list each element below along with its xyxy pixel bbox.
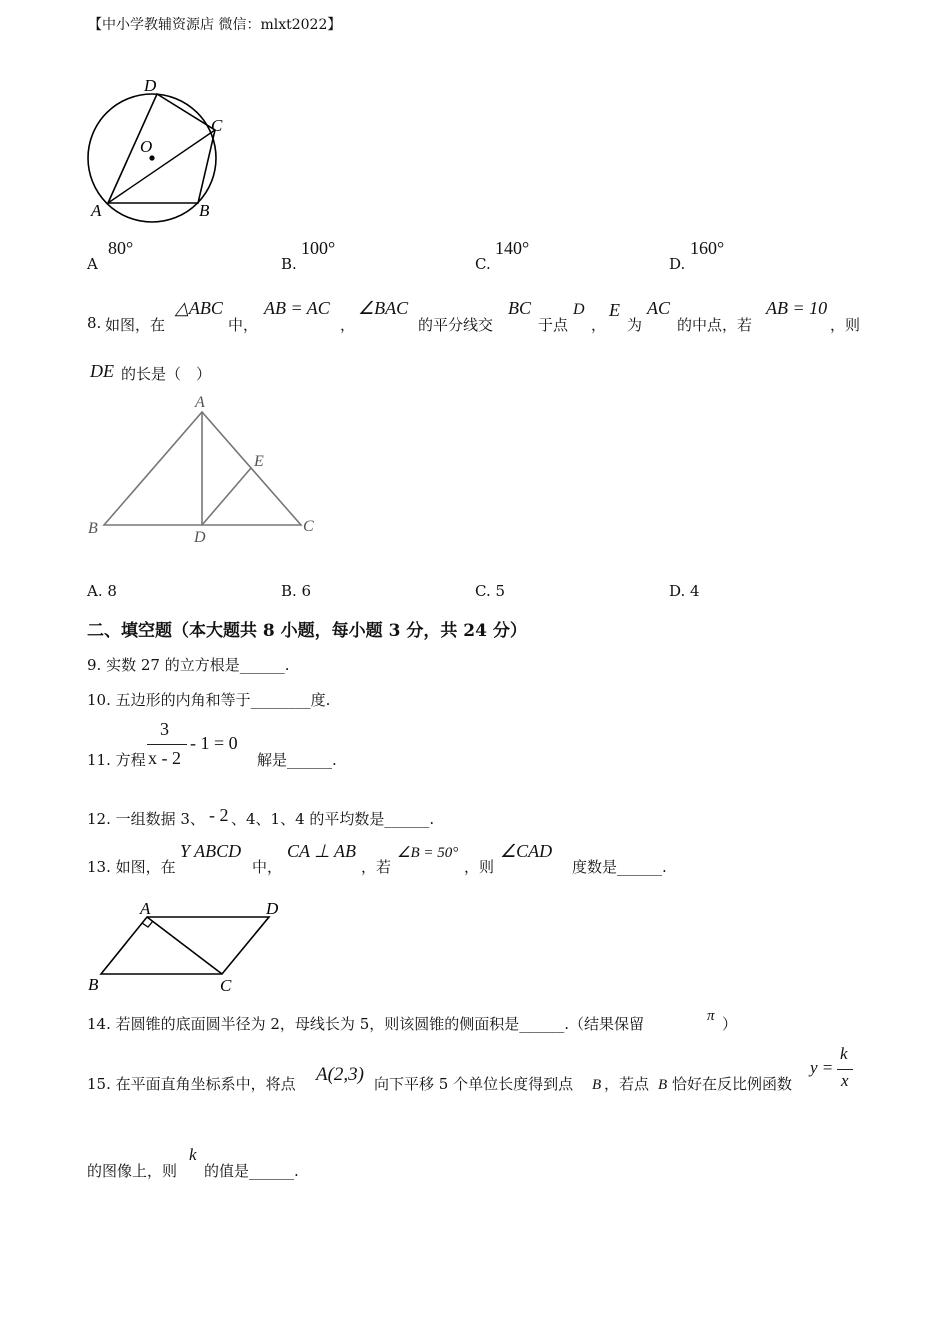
- q13-label-d: D: [266, 899, 279, 918]
- q15-text-line2-post: 的值是______.: [204, 1162, 299, 1180]
- q8-label-d: D: [194, 529, 206, 546]
- q7-label-b: B: [199, 201, 210, 220]
- q7-option-c-letter: C.: [475, 255, 491, 273]
- q11-equation-rest: - 1 = 0: [190, 733, 238, 753]
- q13-diagonal-ac: [147, 917, 222, 974]
- q8-text-2: 中，: [228, 316, 259, 334]
- q8-segment-de: [202, 468, 251, 525]
- q8-option-a: A. 8: [87, 582, 117, 600]
- q13-text-4: ，则: [464, 858, 495, 876]
- q11-text-post: 解是______.: [257, 751, 337, 769]
- q15-math-y-equals: y =: [810, 1058, 834, 1077]
- q15-math-point-a: A(2,3): [316, 1064, 365, 1085]
- q8-text-5: 于点: [538, 316, 569, 334]
- q8-option-d: D. 4: [669, 582, 700, 600]
- section-2-heading: 二、填空题（本大题共 8 小题，每小题 3 分，共 24 分）: [87, 621, 527, 641]
- q7-option-d-value: 160°: [690, 238, 725, 258]
- q8-option-c: C. 5: [475, 582, 506, 600]
- q8-label-c: C: [303, 518, 314, 535]
- q7-label-a: A: [91, 201, 102, 220]
- q8-text-6: ，: [591, 316, 607, 334]
- q8-text-3: ，: [340, 316, 356, 334]
- q8-text-7: 为: [627, 316, 643, 334]
- q8-text-8: 的中点，若: [677, 316, 753, 334]
- q15-math-b1: B: [592, 1077, 602, 1093]
- q9-text: 9. 实数 27 的立方根是______.: [87, 656, 290, 674]
- q13-text-pre: 13. 如图，在: [87, 858, 176, 876]
- q12-text-pre: 12. 一组数据 3、: [87, 810, 205, 828]
- q7-quadrilateral: [108, 94, 215, 203]
- q7-center-point: [149, 155, 154, 160]
- q13-math-perpendicular: CA ⊥ AB: [287, 841, 357, 861]
- q8-label-b: B: [88, 520, 98, 537]
- q13-math-angle-cad: ∠CAD: [500, 841, 553, 861]
- q10-text: 10. 五边形的内角和等于________度.: [87, 691, 331, 709]
- q13-math-parallelogram: Y ABCD: [180, 841, 242, 861]
- q11-fraction-denominator: x - 2: [148, 748, 181, 768]
- q8-text-number: 8.: [87, 314, 102, 332]
- q8-math-angle: ∠BAC: [358, 298, 409, 318]
- q7-option-b-value: 100°: [301, 238, 336, 258]
- q11-fraction-bar: [147, 744, 187, 745]
- q15-math-k: k: [189, 1145, 197, 1164]
- q7-option-d-letter: D.: [669, 255, 686, 273]
- q8-math-de: DE: [90, 361, 114, 381]
- q7-circle-figure: [82, 72, 232, 227]
- q8-label-e: E: [254, 453, 264, 470]
- q8-option-b: B. 6: [281, 582, 312, 600]
- q7-option-a-value: 80°: [108, 238, 134, 258]
- q15-math-b2: B: [658, 1077, 668, 1093]
- q15-fraction-bar: [837, 1069, 853, 1070]
- q7-option-c-value: 140°: [495, 238, 530, 258]
- q7-label-d: D: [144, 76, 157, 95]
- q8-math-equal-sides: AB = AC: [264, 298, 330, 318]
- q8-math-bc: BC: [508, 298, 532, 318]
- q8-math-triangle: △ABC: [175, 298, 223, 318]
- q15-text-pre: 15. 在平面直角坐标系中，将点: [87, 1075, 296, 1093]
- q8-text-1: 如图，在: [105, 316, 166, 334]
- q11-text-pre: 11. 方程: [87, 751, 146, 769]
- q15-fraction-numerator: k: [840, 1044, 848, 1063]
- q14-text: 14. 若圆锥的底面圆半径为 2，母线长为 5，则该圆锥的侧面积是______.（结果保留: [87, 1015, 645, 1033]
- q13-text-5: 度数是______.: [572, 858, 667, 876]
- q13-text-2: 中，: [252, 858, 283, 876]
- q13-label-a: A: [140, 899, 151, 918]
- q8-text-4: 的平分线交: [418, 316, 494, 334]
- q15-text-line2-pre: 的图像上，则: [87, 1162, 178, 1180]
- q8-math-d: D: [573, 301, 585, 318]
- q13-label-c: C: [220, 976, 232, 995]
- q11-fraction-numerator: 3: [160, 719, 169, 739]
- q15-text-4: 恰好在反比例函数: [672, 1075, 793, 1093]
- q13-math-angle-b: ∠B = 50°: [397, 845, 459, 861]
- page-header: 【中小学教辅资源店 微信：mlxt2022】: [88, 17, 342, 33]
- q13-text-3: ，若: [361, 858, 392, 876]
- q7-option-b-letter: B.: [281, 255, 297, 273]
- q13-parallelogram-figure: [84, 895, 294, 1000]
- q8-math-ab-value: AB = 10: [766, 298, 828, 318]
- q14-text-post: ）: [722, 1015, 738, 1033]
- q8-text-9: ，则: [830, 316, 861, 334]
- q13-label-b: B: [88, 975, 99, 994]
- q12-math-neg2: - 2: [209, 805, 229, 825]
- q7-option-a-letter: A: [87, 255, 98, 273]
- q15-text-3: ，若点: [604, 1075, 650, 1093]
- q8-math-e: E: [609, 300, 620, 320]
- q14-math-pi: π: [707, 1008, 715, 1024]
- q7-label-o: O: [140, 137, 153, 156]
- q8-math-ac: AC: [647, 298, 671, 318]
- q15-text-2: 向下平移 5 个单位长度得到点: [374, 1075, 574, 1093]
- q15-fraction-denominator: x: [841, 1071, 849, 1090]
- q7-label-c: C: [211, 116, 223, 135]
- q8-text-10: 的长是（ ）: [121, 365, 212, 383]
- q8-label-a: A: [195, 394, 205, 411]
- q12-text-post: 、4、1、4 的平均数是______.: [231, 810, 435, 828]
- q8-triangle-figure: [84, 390, 324, 550]
